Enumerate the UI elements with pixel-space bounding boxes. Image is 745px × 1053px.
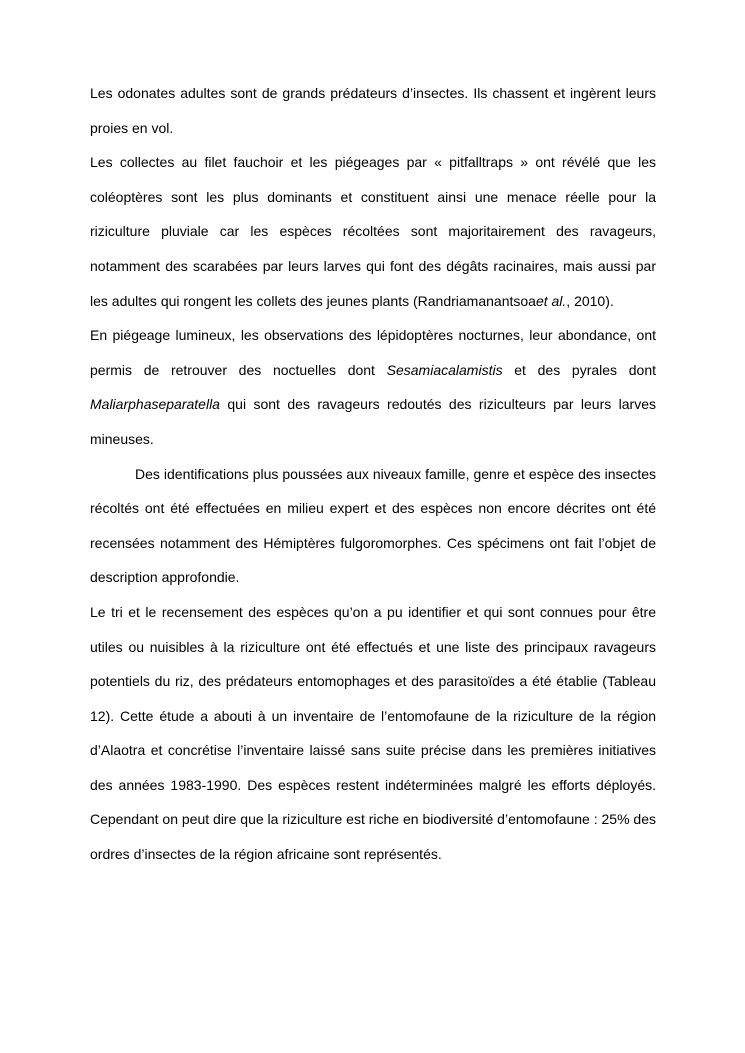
paragraph [90, 318, 656, 456]
paragraph [90, 145, 656, 318]
paragraph [90, 595, 656, 872]
document-content [90, 76, 656, 872]
italic-text-run: Maliarphaseparatella [90, 396, 220, 413]
italic-text-run: Sesamiacalamistis [386, 361, 503, 378]
text-run: En piégeage lumineux, les observations des lépidoptères nocturnes, leur abondance, ont permis de retrouver des noctuelles dont [90, 327, 656, 378]
paragraph [90, 76, 656, 145]
italic-text-run: et al. [535, 292, 567, 309]
text-run: Les collectes au filet fauchoir et les piégeages par « pitfalltraps » ont révélé que les coléoptères sont les plus dominants et constituent ainsi une menace réelle pour la riziculture pluviale car les espèces récoltées sont majoritairement des ravageurs, notamment des scarabées par leurs larves qui font des dégâts racinaires, mais aussi par les adultes qui rongent les collets des jeunes plants (Randriamanantsoa [90, 154, 656, 309]
text-run: et des pyrales dont [502, 361, 656, 378]
text-run: qui sont des ravageurs redoutés des riziculteurs par leurs larves mineuses. [90, 396, 656, 447]
paragraph [90, 457, 656, 595]
text-run: Les odonates adultes sont de grands prédateurs d’insectes. Ils chassent et ingèrent leurs proies en vol. [90, 85, 656, 136]
text-run: , 2010). [566, 292, 614, 309]
text-run: Des identifications plus poussées aux niveaux famille, genre et espèce des insectes récoltés ont été effectuées en milieu expert et des espèces non encore décrites ont été recensées notamment des Hémiptères fulgoromorphes. Ces spécimens ont fait l’objet de description approfondie. [90, 465, 656, 586]
text-run: Le tri et le recensement des espèces qu’on a pu identifier et qui sont connues pour être utiles ou nuisibles à la riziculture ont été effectués et une liste des principaux ravageurs potentiels du riz, des prédateurs entomophages et des parasitoïdes a été établie (Tableau 12). Cette étude a abouti à un inventaire de l’entomofaune de la riziculture de la région d’Alaotra et concrétise l’inventaire laissé sans suite précise dans les premières initiatives des années 1983-1990. Des espèces restent indéterminées malgré les efforts déployés. Cependant on peut dire que la riziculture est riche en biodiversité d’entomofaune : 25% des ordres d’insectes de la région africaine sont représentés. [90, 603, 656, 863]
